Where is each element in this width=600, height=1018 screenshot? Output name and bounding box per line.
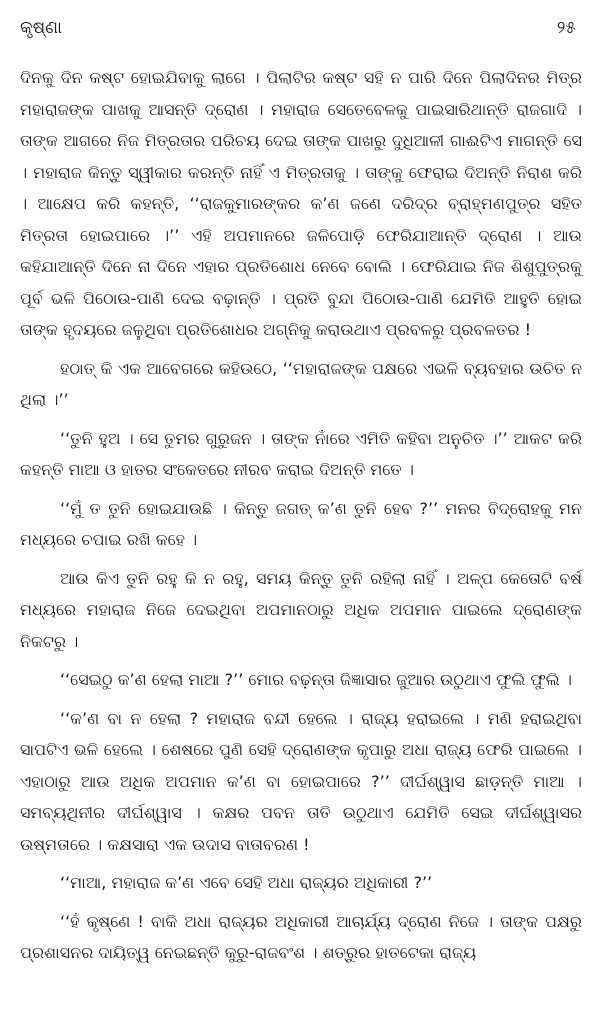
paragraph: ହଠାତ୍ କି ଏକ ଆବେଗରେ କହିଉଠେ, ‘‘ମହାରାଜଙ୍କ ପକ୍ଷରେ ଏଭଳି ବ୍ୟବହାର ଉଚିତ ନ ଥିଲା ।’’ bbox=[20, 358, 582, 409]
body-text bbox=[20, 62, 582, 969]
page-header bbox=[20, 18, 582, 62]
paragraph: ‘‘ମୁଁ ତ ତୁନି ହୋଇଯାଉଛି । କିନ୍ତୁ ଜଗତ୍ କ’ଣ ତୁନି ହେବ ?’’ ମନର ବିଦ୍ରୋହକୁ ମନ ମଧ୍ୟରେ ଚପାଇ ରଖି କହେ । bbox=[20, 498, 582, 549]
paragraph: ‘‘ମାଆ, ମହାରାଜ କ’ଣ ଏବେ ସେହି ଅଧା ରାଜ୍ୟର ଅଧିକାରୀ ?’’ bbox=[60, 873, 433, 892]
paragraph: ଦିନକୁ ଦିନ କଷ୍ଟ ହୋଇଯିବାକୁ ଲାଗେ । ପିଲାଟିର କଷ୍ଟ ସହି ନ ପାରି ଦିନେ ପିଲାଦିନର ମିତ୍ର ମହାରାଜଙ୍କ ପାଖକୁ ଆସନ୍ତି ଦ୍ରୋଣ । ମହାରାଜ ସେତେବେଳକୁ ପାଇସାରିଥାନ୍ତି ରାଜଗାଦି । ତାଙ୍କ ଆଗରେ ନିଜ ମିତ୍ରତାର ପରିଚୟ ଦେଇ ତାଙ୍କ ପାଖରୁ ଦୁଧିଆଳୀ ଗାଈଟିଏ ମାଗନ୍ତି ସେ । ମହାରାଜ କିନ୍ତୁ ସ୍ୱୀକାର କରନ୍ତି ନାହିଁ ଏ ମିତ୍ରତାକୁ । ତାଙ୍କୁ ଫେରାଇ ଦିଅନ୍ତି ନିରାଶ କରି । ଆକ୍ଷେପ କରି କହନ୍ତି, ‘‘ରାଜକୁମାରଙ୍କର କ’ଣ ଜଣେ ଦରିଦ୍ର ବ୍ରାହ୍ମଣପୁତ୍ର ସହିତ ମିତ୍ରତା ହୋଇପାରେ ।’’ ଏହି ଅପମାନରେ ଜଳିପୋଡ଼ି ଫେରିଯାଆନ୍ତି ଦ୍ରୋଣ । ଆଉ କହିଯାଆନ୍ତି ଦିନେ ନା ଦିନେ ଏହାର ପ୍ରତିଶୋଧ ନେବେ ବୋଲି । ଫେରିଯାଇ ନିଜ ଶିଶୁପୁତ୍ରକୁ ପୂର୍ବ ଭଳି ପିଠୋଉ-ପାଣି ଦେଇ ବଢ଼ାନ୍ତି । ପ୍ରତି ବୁନ୍ଦା ପିଠୋଉ-ପାଣି ଯେମିତି ଆହୁତି ହୋଇ ତାଙ୍କ ହୃଦୟରେ ଜଳୁଥିବା ପ୍ରତିଶୋଧର ଅଗ୍ନିକୁ କରାଉଥାଏ ପ୍ରବଳରୁ ପ୍ରବଳତର ! bbox=[20, 68, 582, 339]
paragraph: ‘‘ହଁ କୃଷ୍ଣେ ! ବାକି ଅଧା ରାଜ୍ୟର ଅଧିକାରୀ ଆଚାର୍ଯ୍ୟ ଦ୍ରୋଣ ନିଜେ । ତାଙ୍କ ପକ୍ଷରୁ ପ୍ରଶାସନର ଦାୟିତ୍ୱ ନେଇଛନ୍ତି କୁରୁ-ରାଜବଂଶ । ଶତ୍ରୁର ହାତଟେକା ରାଜ୍ୟ bbox=[20, 911, 582, 962]
paragraph: ‘‘କ’ଣ ବା ନ ହେଲା ? ମହାରାଜ ବନ୍ଦୀ ହେଲେ । ରାଜ୍ୟ ହରାଇଲେ । ମଣି ହରାଇଥିବା ସାପଟିଏ ଭଳି ହେଲେ । ଶେଷରେ ପୁଣି ସେହି ଦ୍ରୋଣଙ୍କ କୃପାରୁ ଅଧା ରାଜ୍ୟ ଫେରି ପାଇଲେ । ଏହାଠାରୁ ଆଉ ଅଧିକ ଅପମାନ କ’ଣ ବା ହୋଇପାରେ ?’’ ଦୀର୍ଘଶ୍ୱାସ ଛାଡ଼ନ୍ତି ମାଆ । ସମବ୍ୟଥିନୀର ଦୀର୍ଘଶ୍ୱାସ । କକ୍ଷର ପବନ ତାତି ଉଠୁଥାଏ ଯେମିତି ସେଇ ଦୀର୍ଘଶ୍ୱାସର ଉଷ୍ମତାରେ । କକ୍ଷସାରା ଏକ ଉଦାସ ବାତାବରଣ ! bbox=[20, 708, 582, 854]
paragraph: ‘‘ତୁନି ହୁଅ । ସେ ତୁମର ଗୁରୁଜନ । ତାଙ୍କ ନାଁରେ ଏମିତି କହିବା ଅନୁଚିତ ।’’ ଆକଟ କରି କହନ୍ତି ମାଆ ଓ ହାତର ସଂକେତରେ ନୀରବ କରାଇ ଦିଅନ୍ତି ମତେ । bbox=[20, 428, 582, 479]
page-number: ୨୫ bbox=[556, 18, 576, 38]
paragraph: ଆଉ କିଏ ତୁନି ରହୁ କି ନ ରହୁ, ସମୟ କିନ୍ତୁ ତୁନି ରହିଲା ନାହିଁ । ଅଳ୍ପ କେତୋଟି ବର୍ଷ ମଧ୍ୟରେ ମହାରାଜ ନିଜେ ଦେଇଥିବା ଅପମାନଠାରୁ ଅଧିକ ଅପମାନ ପାଇଲେ ଦ୍ରୋଣଙ୍କ ନିକଟରୁ । bbox=[20, 568, 582, 651]
running-title: କୃଷ୍ଣା bbox=[20, 18, 62, 38]
paragraph: ‘‘ସେଇଠୁ କ’ଣ ହେଲା ମାଆ ?’’ ମୋର ବଢ଼ନ୍ତା ଜିଜ୍ଞାସାର ଜୁଆର ଉଠୁଥାଏ ଫୁଲି ଫୁଲି । bbox=[60, 670, 572, 689]
